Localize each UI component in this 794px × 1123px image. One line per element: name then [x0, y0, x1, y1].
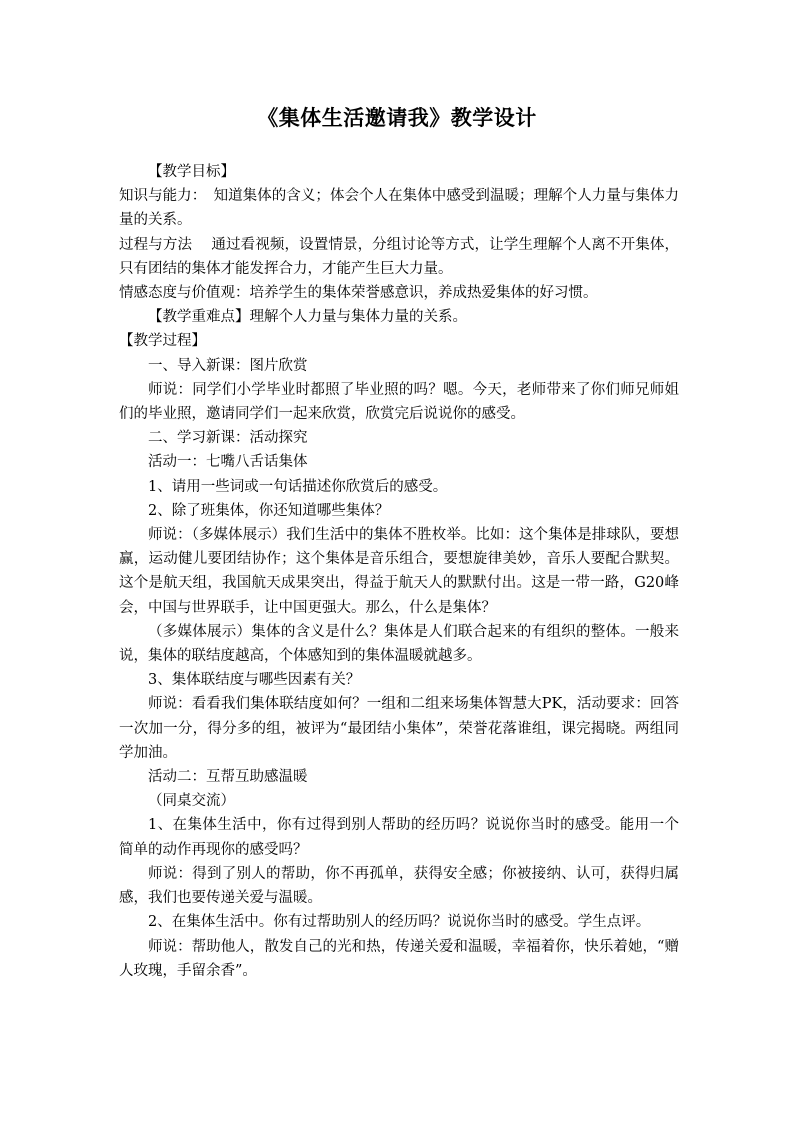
- paragraph-activity-one: 活动一：七嘴八舌话集体: [148, 454, 308, 471]
- paragraph-process-method: 过程与方法 通过看视频，设置情景，分组讨论等方式，让学生理解个人离不开集体，只有团结的集体才能发挥合力，才能产生巨大力量。: [119, 236, 679, 277]
- paragraph-collective-definition: （多媒体展示）集体的含义是什么？集体是人们联合起来的有组织的整体。一般来说，集体的联结度越高，个体感知到的集体温暖就越多。: [119, 623, 679, 665]
- paragraph-intro-heading: 一、导入新课：图片欣赏: [148, 357, 308, 374]
- paragraph-emotion-values: 情感态度与价值观：培养学生的集体荣誉感意识，养成热爱集体的好习惯。: [119, 285, 598, 302]
- paragraph-help-question-1: 1、在集体生活中，你有过得到别人帮助的经历吗？说说你当时的感受。能用一个简单的动作再现你的感受吗？: [119, 817, 679, 858]
- paragraph-teaching-goals-heading: 【教学目标】: [148, 164, 235, 180]
- document-body: [119, 160, 679, 983]
- paragraph-new-lesson-heading: 二、学习新课：活动探究: [148, 430, 308, 447]
- paragraph-activity-two: 活动二：互帮互助感温暖: [148, 769, 308, 786]
- paragraph-desk-exchange: （同桌交流）: [148, 793, 235, 810]
- paragraph-teacher-help-given: 师说：帮助他人，散发自己的光和热，传递关爱和温暖，幸福着你，快乐着她，“赠人玫瑰，手留余香”。: [119, 938, 679, 979]
- paragraph-question-3: 3、集体联结度与哪些因素有关？: [148, 672, 361, 689]
- paragraph-question-1: 1、请用一些词或一句话描述你欣赏后的感受。: [148, 478, 448, 495]
- paragraph-teacher-collectives: 师说：（多媒体展示）我们生活中的集体不胜枚举。比如：这个集体是排球队，要想赢，运动健儿要团结协作；这个集体是音乐组合，要想旋律美妙，音乐人要配合默契。这个是航天组，我国航天成果突出，得益于航天人的默默付出。这是一带一路，G20峰会，中国与世界联手，让中国更强大。那么，什么是集体？: [119, 527, 679, 616]
- paragraph-key-difficulties: 【教学重难点】理解个人力量与集体力量的关系。: [148, 309, 467, 326]
- paragraph-help-question-2: 2、在集体生活中。你有过帮助别人的经历吗？说说你当时的感受。学生点评。: [148, 914, 651, 931]
- paragraph-teacher-help-received: 师说：得到了别人的帮助，你不再孤单，获得安全感；你被接纳、认可，获得归属感，我们也要传递关爱与温暖。: [119, 865, 679, 907]
- paragraph-question-2: 2、除了班集体，你还知道哪些集体？: [148, 502, 390, 519]
- document-title: 《集体生活邀请我》教学设计: [257, 105, 537, 130]
- paragraph-intro-teacher: 师说：同学们小学毕业时都照了毕业照的吗？嗯。今天，老师带来了你们师兄师姐们的毕业照，邀请同学们一起来欣赏，欣赏完后说说你的感受。: [119, 381, 679, 423]
- paragraph-teaching-process-heading: 【教学过程】: [119, 333, 206, 350]
- paragraph-teacher-pk: 师说：看看我们集体联结度如何？一组和二组来场集体智慧大PK，活动要求：回答一次加一分，得分多的组，被评为“最团结小集体”，荣誉花落谁组，课完揭晓。两组同学加油。: [119, 696, 679, 761]
- paragraph-knowledge-ability: 知识与能力： 知道集体的含义；体会个人在集体中感受到温暖；理解个人力量与集体力量的关系。: [119, 188, 679, 229]
